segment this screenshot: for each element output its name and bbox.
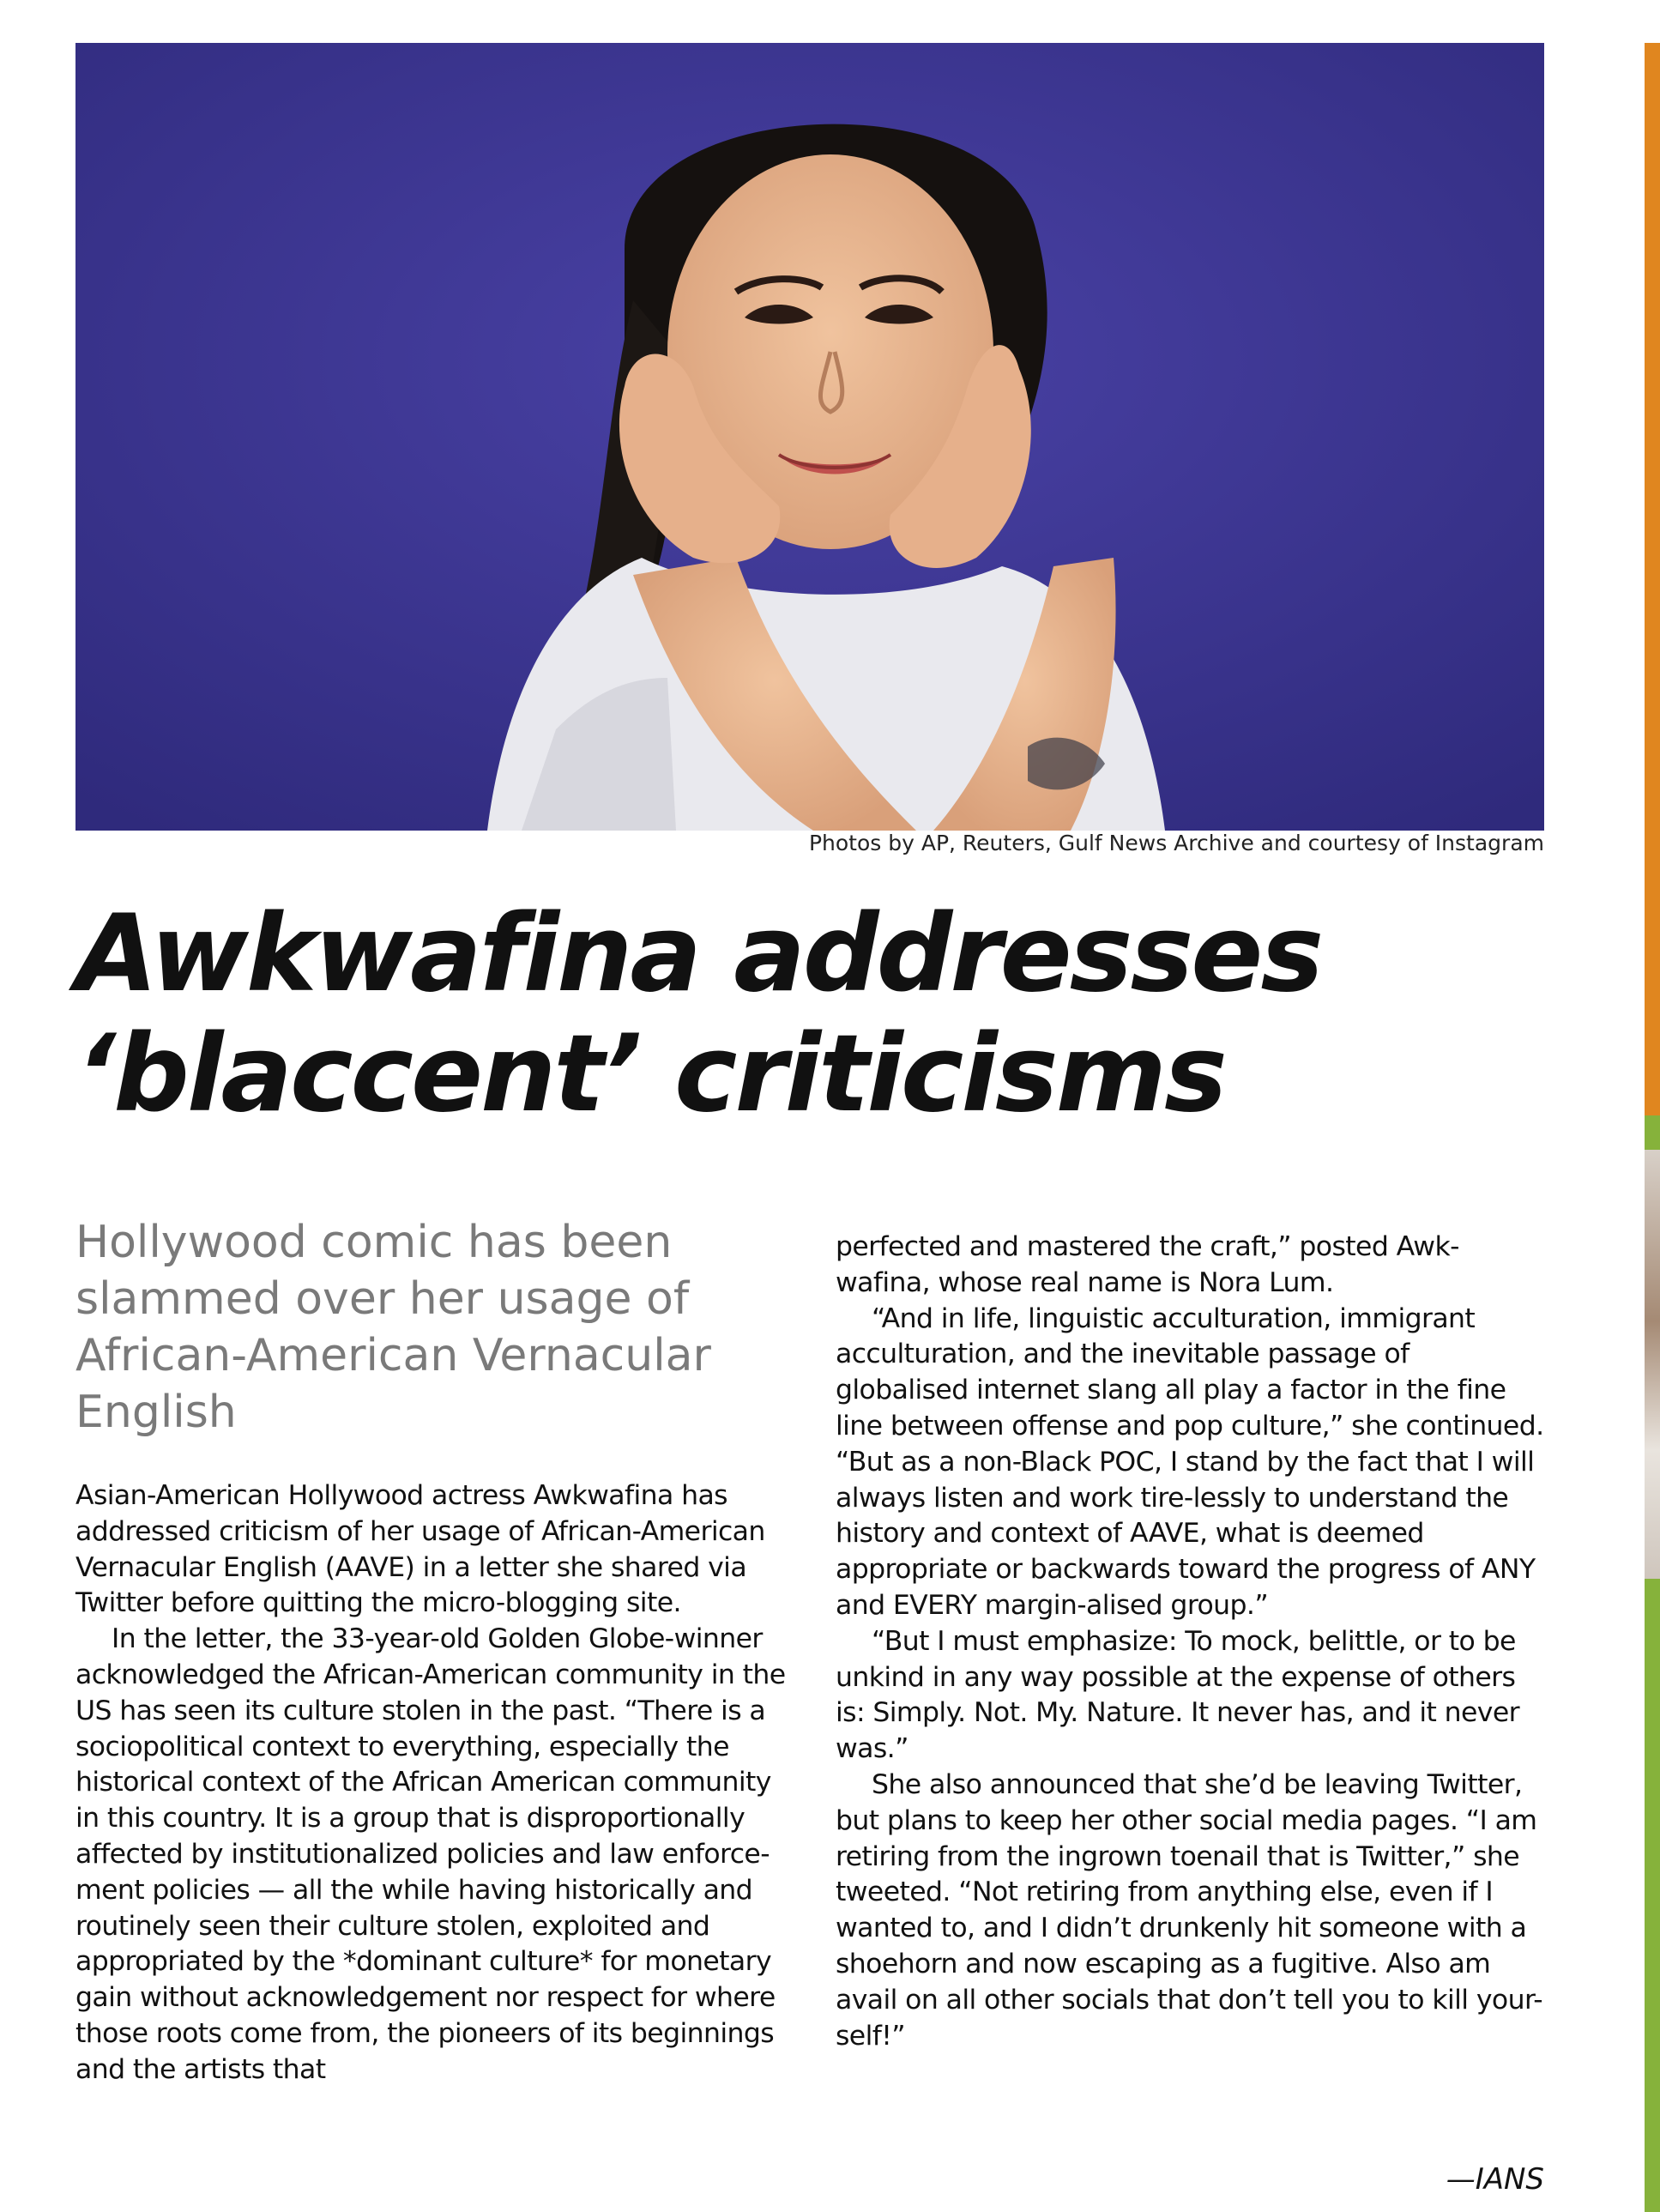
body-paragraph: Asian-American Hollywood actress Awkwafina has addressed criticism of her usage of African-American Vernacular English (AAVE) in a letter she shared via Twitter before quitting the micro-blogging site. <box>75 1480 765 1619</box>
body-paragraph: She also announced that she’d be leaving Twitter, but plans to keep her other social media pages. “I am retiring from the ingrown toenail that is Twitter,” she tweeted. “Not retiring from anything else, even if I wanted to, and I didn’t drunkenly hit someone with a shoehorn and now escaping as a fugitive. Also am avail on all other socials that don’t tell you to kill your-self!” <box>836 1768 1543 2052</box>
portrait-photo-icon <box>75 43 1544 831</box>
body-column-left <box>75 1478 788 2088</box>
body-paragraph: “But I must emphasize: To mock, belittle, or to be unkind in any way possible at the expense of others is: Simply. Not. My. Nature. It never has, and it never was.” <box>836 1625 1519 1765</box>
headline-line-1: Awkwafina addresses <box>75 892 1322 1016</box>
body-column-right <box>836 1230 1544 2054</box>
accent-bar-orange <box>1645 43 1660 1115</box>
body-paragraph: perfected and mastered the craft,” posted Awk-wafina, whose real name is Nora Lum. <box>836 1231 1459 1298</box>
headline-line-2: ‘blaccent’ criticisms <box>75 1012 1225 1136</box>
photo-credit: Photos by AP, Reuters, Gulf News Archive and courtesy of Instagram <box>808 831 1544 855</box>
body-paragraph: In the letter, the 33-year-old Golden Globe-winner acknowledged the African-American community in the US has seen its culture stolen in the past. “There is a sociopolitical context to everything, especially the historical context of the African American community in this country. It is a group that is disproportionally affected by institutionalized policies and law enforce-ment policies — all the while having historically and routinely seen their culture stolen, exploited and appropriated by the *dominant culture* for monetary gain without acknowledgement nor respect for where those roots come from, the pioneers of its beginnings and the artists that <box>75 1623 786 2085</box>
byline-signature: —IANS <box>1446 2162 1544 2197</box>
body-paragraph: “And in life, linguistic acculturation, immigrant acculturation, and the inevitable passage of globalised internet slang all play a factor in the fine line between offense and pop culture,” she continued. “But as a non-Black POC, I stand by the fact that I will always listen and work tire-lessly to understand the history and context of AAVE, what is deemed appropriate or backwards toward the progress of ANY and EVERY margin-alised group.” <box>836 1302 1544 1621</box>
adjacent-page-photo-edge <box>1645 1150 1660 1579</box>
headline <box>75 894 1551 1134</box>
article-photo <box>75 43 1544 831</box>
deck-subheading: Hollywood comic has been slammed over her usage of African-American Vernacular English <box>75 1217 711 1438</box>
